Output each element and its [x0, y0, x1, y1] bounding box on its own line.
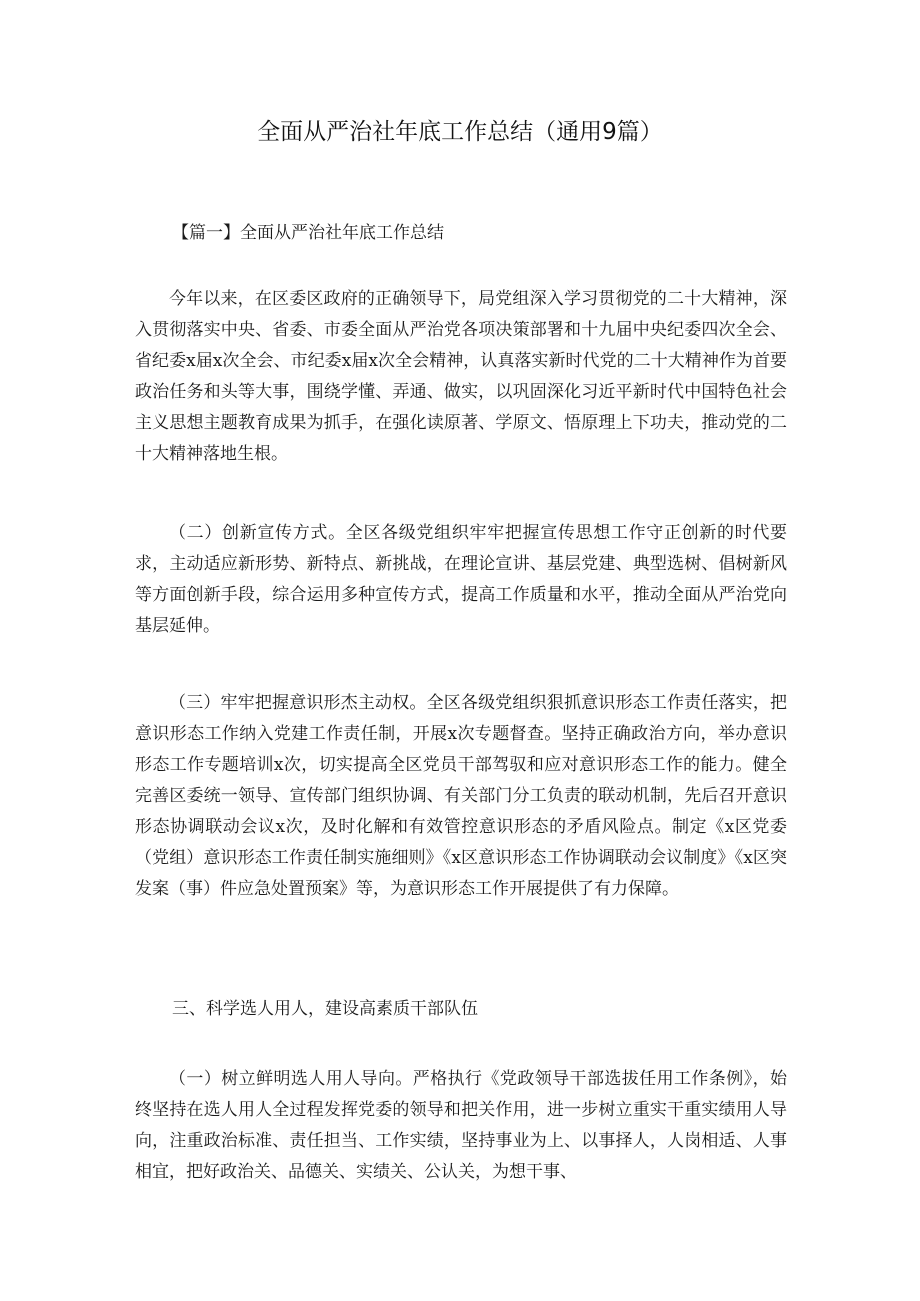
paragraph-ideology-initiative: （三）牢牢把握意识形杰主动权。全区各级党组织狠抓意识形态工作责任落实，把意识形态工作纳入党建工作责任制，开展x次专题督查。坚持正确政治方向，举办意识形态工作专题培训x次，切实提高全区党员干部驾驭和应对意识形态工作的能力。健全完善区委统一领导、宣传部门组织协调、有关部门分工负责的联动机制，先后召开意识形态协调联动会议x次，及时化解和有效管控意识形态的矛盾风险点。制定《x区党委（党组）意识形态工作责任制实施细则》《x区意识形态工作协调联动会议制度》《x区突发案（事）件应急处置预案》等，为意识形态工作开展提供了有力保障。 — [135, 693, 787, 899]
section-heading-san: 三、科学选人用人，建设高素质干部队伍 — [172, 999, 478, 1019]
paragraph-selection-orientation: （一）树立鲜明选人用人导向。严格执行《党政领导干部选拔任用工作条例》，始终坚持在选人用人全过程发挥党委的领导和把关作用，进一步树立重实干重实绩用人导向，注重政治标准、责任担当、工作实绩，坚持事业为上、以事择人，人岗相适、人事相宜，把好政治关、品德关、实绩关、公认关，为想干事、 — [135, 1069, 787, 1182]
paragraph-intro: 今年以来，在区委区政府的正确领导下，局党组深入学习贯彻党的二十大精神，深入贯彻落实中央、省委、市委全面从严治党各项决策部署和十九届中央纪委四次全会、省纪委x届x次全会、市纪委x届x次全会精神，认真落实新时代党的二十大精神作为首要政治任务和头等大事，围绕学懂、弄通、做实，以巩固深化习近平新时代中国特色社会主义思想主题教育成果为抓手，在强化读原著、学原文、悟原理上下功夫，推动党的二十大精神落地生根。 — [135, 289, 787, 464]
document-title: 全面从严治社年底工作总结（通用9篇） — [257, 119, 663, 145]
section-heading-pian-yi: 【篇一】全面从严治社年底工作总结 — [172, 223, 444, 243]
paragraph-innovate-publicity: （二）创新宣传方式。全区各级党组织牢牢把握宣传思想工作守正创新的时代要求，主动适应新形势、新特点、新挑战，在理论宣讲、基层党建、典型选树、倡树新风等方面创新手段，综合运用多种宣传方式，提高工作质量和水平，推动全面从严治党向基层延伸。 — [135, 523, 787, 636]
